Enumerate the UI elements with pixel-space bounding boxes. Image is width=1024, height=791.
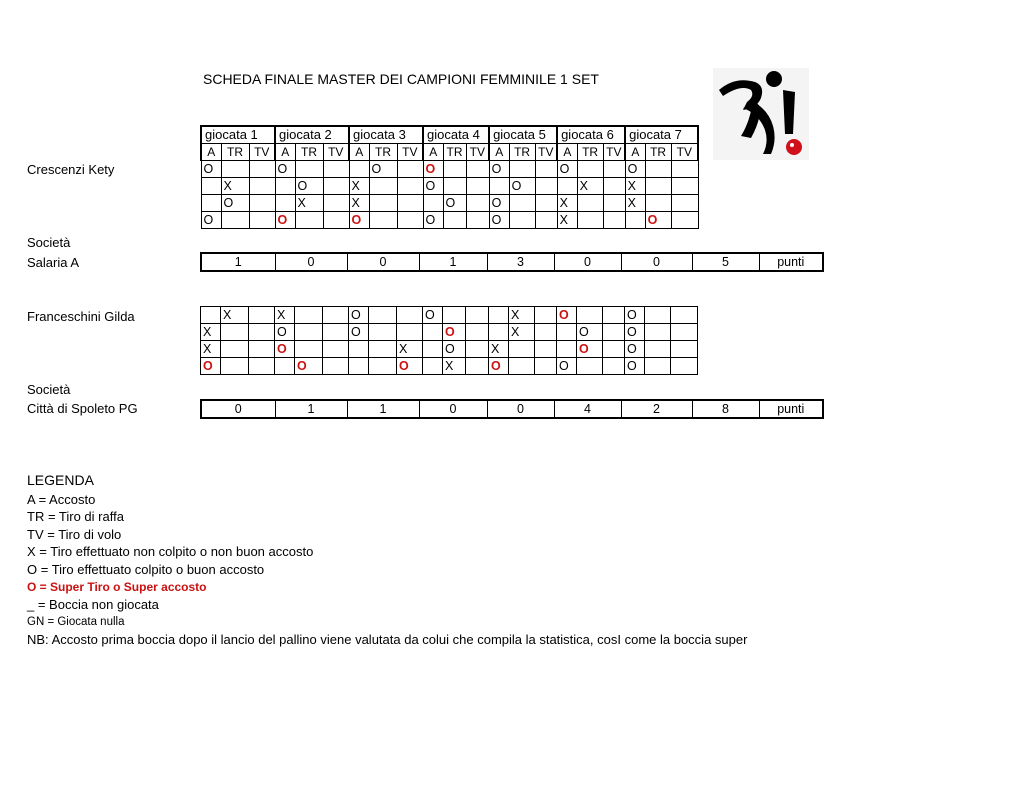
grid-cell [249, 341, 275, 358]
sub-header: A [625, 144, 645, 161]
grid-cell [603, 161, 625, 178]
sub-header: TV [603, 144, 625, 161]
grid-cell [323, 307, 349, 324]
score-cell: 4 [554, 400, 621, 418]
grid-cell: O [509, 178, 535, 195]
grid-cell [645, 341, 671, 358]
score-cell: 0 [621, 253, 692, 271]
grid-cell [535, 178, 557, 195]
grid-cell [323, 341, 349, 358]
grid-cell [397, 324, 423, 341]
grid-cell [466, 195, 489, 212]
grid-cell [671, 212, 698, 229]
giocata-header: giocata 3 [349, 126, 423, 144]
grid-cell [645, 324, 671, 341]
grid-cell: X [625, 178, 645, 195]
punti-label: punti [759, 253, 823, 271]
giocata-header: giocata 5 [489, 126, 557, 144]
sub-header: A [349, 144, 369, 161]
grid-cell [603, 307, 625, 324]
score-cell: 1 [347, 400, 419, 418]
grid-cell [249, 324, 275, 341]
grid-cell [423, 195, 443, 212]
grid-cell: X [577, 178, 603, 195]
grid-cell [249, 307, 275, 324]
grid-cell: O [295, 178, 323, 195]
grid-cell [466, 324, 489, 341]
grid-cell [466, 358, 489, 375]
grid-cell [489, 178, 509, 195]
club-name: Città di Spoleto PG [27, 401, 138, 416]
legend-item: A = Accosto [27, 491, 96, 507]
grid-cell [577, 307, 603, 324]
grid-cell: O [369, 161, 397, 178]
club-name: Salaria A [27, 255, 80, 270]
grid-cell: X [557, 212, 577, 229]
grid-cell: X [509, 307, 535, 324]
grid-cell: O [489, 358, 509, 375]
sub-header: TV [323, 144, 349, 161]
grid-cell [349, 161, 369, 178]
grid-cell [295, 212, 323, 229]
sub-header: A [489, 144, 509, 161]
grid-cell: O [489, 195, 509, 212]
grid-cell [369, 212, 397, 229]
grid-cell [671, 178, 698, 195]
score-row [200, 399, 824, 419]
sub-header: TV [397, 144, 423, 161]
grid-cell: X [295, 195, 323, 212]
grid-cell: O [201, 161, 221, 178]
grid-cell [249, 358, 275, 375]
grid-cell: X [443, 358, 466, 375]
societa-label: Società [27, 235, 71, 250]
score-cell: 8 [692, 400, 759, 418]
grid-cell [509, 358, 535, 375]
grid-cell: X [349, 178, 369, 195]
grid-cell [671, 195, 698, 212]
score-cell: 0 [275, 253, 347, 271]
grid-cell [671, 341, 698, 358]
grid-cell [443, 307, 466, 324]
grid-cell [443, 178, 466, 195]
grid-cell [201, 307, 221, 324]
grid-cell: X [349, 195, 369, 212]
grid-cell [625, 212, 645, 229]
score-cell: 1 [275, 400, 347, 418]
grid-cell [489, 324, 509, 341]
grid-cell [645, 178, 671, 195]
grid-cell: X [489, 341, 509, 358]
sub-header: TV [466, 144, 489, 161]
grid-cell: O [625, 358, 645, 375]
grid-cell [443, 212, 466, 229]
grid-cell [423, 324, 443, 341]
sub-header: TV [671, 144, 698, 161]
grid-cell [323, 195, 349, 212]
grid-cell [603, 195, 625, 212]
grid-cell [509, 161, 535, 178]
grid-cell [295, 307, 323, 324]
grid-cell: X [397, 341, 423, 358]
grid-cell [369, 358, 397, 375]
grid-cell [535, 324, 557, 341]
grid-cell: X [221, 178, 249, 195]
grid-cell: O [275, 324, 295, 341]
grid-cell [275, 358, 295, 375]
grid-cell [201, 195, 221, 212]
grid-cell: O [423, 307, 443, 324]
score-cell: 2 [621, 400, 692, 418]
grid-cell: O [625, 341, 645, 358]
grid-cell: O [625, 324, 645, 341]
legend-item: _ = Boccia non giocata [27, 597, 159, 613]
grid-cell [397, 212, 423, 229]
grid-cell: X [221, 307, 249, 324]
score-grid [200, 306, 698, 375]
grid-cell [369, 195, 397, 212]
sub-header: TV [535, 144, 557, 161]
sub-header: A [557, 144, 577, 161]
grid-cell [466, 212, 489, 229]
grid-cell [466, 341, 489, 358]
grid-cell [557, 178, 577, 195]
grid-cell: O [349, 324, 369, 341]
grid-cell [443, 161, 466, 178]
score-cell: 0 [347, 253, 419, 271]
grid-cell [535, 307, 557, 324]
grid-cell [323, 358, 349, 375]
sub-header: A [201, 144, 221, 161]
score-cell: 0 [419, 400, 487, 418]
sub-header: TR [577, 144, 603, 161]
grid-cell [645, 161, 671, 178]
punti-label: punti [759, 400, 823, 418]
grid-cell [397, 178, 423, 195]
grid-cell [369, 341, 397, 358]
sub-header: TR [443, 144, 466, 161]
grid-cell [369, 307, 397, 324]
grid-cell: O [557, 161, 577, 178]
grid-cell [466, 161, 489, 178]
grid-cell: O [423, 161, 443, 178]
grid-cell [603, 358, 625, 375]
grid-cell [423, 341, 443, 358]
sub-header: TR [509, 144, 535, 161]
grid-cell: O [221, 195, 249, 212]
grid-cell: O [275, 212, 295, 229]
grid-cell [295, 341, 323, 358]
grid-cell [535, 161, 557, 178]
grid-cell [645, 195, 671, 212]
grid-cell [275, 178, 295, 195]
sub-header: TR [645, 144, 671, 161]
grid-cell [671, 307, 698, 324]
score-cell: 5 [692, 253, 759, 271]
grid-cell: O [489, 161, 509, 178]
score-grid [200, 125, 699, 229]
grid-cell [221, 324, 249, 341]
sub-header: TR [221, 144, 249, 161]
grid-cell [249, 178, 275, 195]
sub-header: A [423, 144, 443, 161]
grid-cell: X [509, 324, 535, 341]
grid-cell [645, 358, 671, 375]
grid-cell [249, 212, 275, 229]
grid-cell [397, 195, 423, 212]
grid-cell [423, 358, 443, 375]
grid-cell [249, 161, 275, 178]
grid-cell [603, 324, 625, 341]
score-cell: 3 [487, 253, 554, 271]
grid-cell: X [201, 341, 221, 358]
grid-cell: O [489, 212, 509, 229]
grid-cell [671, 324, 698, 341]
legend-item: TV = Tiro di volo [27, 526, 122, 542]
grid-cell [349, 358, 369, 375]
grid-cell: X [275, 307, 295, 324]
grid-cell [557, 341, 577, 358]
grid-cell [369, 178, 397, 195]
player-name: Crescenzi Kety [27, 162, 115, 177]
grid-cell: O [349, 212, 369, 229]
grid-cell [295, 161, 323, 178]
grid-cell [509, 195, 535, 212]
legend-item: GN = Giocata nulla [27, 615, 125, 628]
grid-cell [221, 212, 249, 229]
sub-header: TR [295, 144, 323, 161]
grid-cell: O [201, 212, 221, 229]
grid-cell: O [625, 161, 645, 178]
legend-item: X = Tiro effettuato non colpito o non buon accosto [27, 544, 314, 560]
grid-cell [221, 341, 249, 358]
grid-cell: X [625, 195, 645, 212]
grid-cell: O [443, 324, 466, 341]
grid-cell [577, 161, 603, 178]
grid-cell [323, 178, 349, 195]
grid-cell [275, 195, 295, 212]
grid-cell [509, 341, 535, 358]
grid-cell [671, 358, 698, 375]
grid-cell: O [295, 358, 323, 375]
sub-header: TV [249, 144, 275, 161]
grid-cell [221, 161, 249, 178]
legend-item: TR = Tiro di raffa [27, 509, 124, 525]
grid-cell [323, 324, 349, 341]
grid-cell: O [275, 341, 295, 358]
grid-cell [535, 212, 557, 229]
grid-cell [397, 307, 423, 324]
grid-cell [603, 178, 625, 195]
giocata-header: giocata 4 [423, 126, 489, 144]
score-cell: 0 [554, 253, 621, 271]
bocce-player-icon [713, 68, 809, 160]
grid-cell [509, 212, 535, 229]
legend-item: O = Tiro effettuato colpito o buon accosto [27, 561, 265, 577]
grid-cell [466, 178, 489, 195]
grid-cell [323, 161, 349, 178]
grid-cell [671, 161, 698, 178]
grid-cell: O [423, 178, 443, 195]
grid-cell [603, 212, 625, 229]
grid-cell: X [201, 324, 221, 341]
grid-cell [557, 324, 577, 341]
sub-header: A [275, 144, 295, 161]
giocata-header: giocata 7 [625, 126, 698, 144]
grid-cell [249, 195, 275, 212]
grid-cell: O [423, 212, 443, 229]
grid-cell [535, 195, 557, 212]
score-cell: 1 [234, 255, 242, 269]
grid-cell [295, 324, 323, 341]
grid-cell: O [397, 358, 423, 375]
grid-cell [577, 195, 603, 212]
giocata-header: giocata 2 [275, 126, 349, 144]
grid-cell [489, 307, 509, 324]
grid-cell: O [645, 212, 671, 229]
grid-cell [466, 307, 489, 324]
grid-cell [645, 307, 671, 324]
grid-cell: O [577, 341, 603, 358]
grid-cell: O [625, 307, 645, 324]
grid-cell [221, 358, 249, 375]
giocata-header: giocata 1 [201, 126, 275, 144]
grid-cell: O [443, 195, 466, 212]
societa-label: Società [27, 382, 71, 397]
grid-cell: O [557, 307, 577, 324]
legend [27, 472, 747, 649]
score-row [200, 252, 824, 272]
grid-cell: O [577, 324, 603, 341]
legend-note: NB: Accosto prima boccia dopo il lancio del pallino viene valutata da colui che compila la statistica, cosI come la boccia super [27, 632, 748, 648]
grid-cell [535, 358, 557, 375]
grid-cell [577, 358, 603, 375]
sub-header: TR [369, 144, 397, 161]
player-name: Franceschini Gilda [27, 309, 135, 324]
score-cell: 0 [234, 402, 242, 416]
legend-title: LEGENDA [27, 472, 94, 488]
grid-cell [369, 324, 397, 341]
grid-cell [349, 341, 369, 358]
grid-cell [535, 341, 557, 358]
legend-super: O = Super Tiro o Super accosto [27, 579, 207, 594]
grid-cell: O [201, 358, 221, 375]
score-cell: 1 [419, 253, 487, 271]
grid-cell [603, 341, 625, 358]
grid-cell: X [557, 195, 577, 212]
grid-cell: O [275, 161, 295, 178]
grid-cell: O [349, 307, 369, 324]
grid-cell: O [443, 341, 466, 358]
grid-cell [397, 161, 423, 178]
grid-cell: O [557, 358, 577, 375]
grid-cell [323, 212, 349, 229]
grid-cell [577, 212, 603, 229]
giocata-header: giocata 6 [557, 126, 625, 144]
page-title: SCHEDA FINALE MASTER DEI CAMPIONI FEMMINILE 1 SET [203, 71, 599, 87]
score-cell: 0 [487, 400, 554, 418]
grid-cell [201, 178, 221, 195]
